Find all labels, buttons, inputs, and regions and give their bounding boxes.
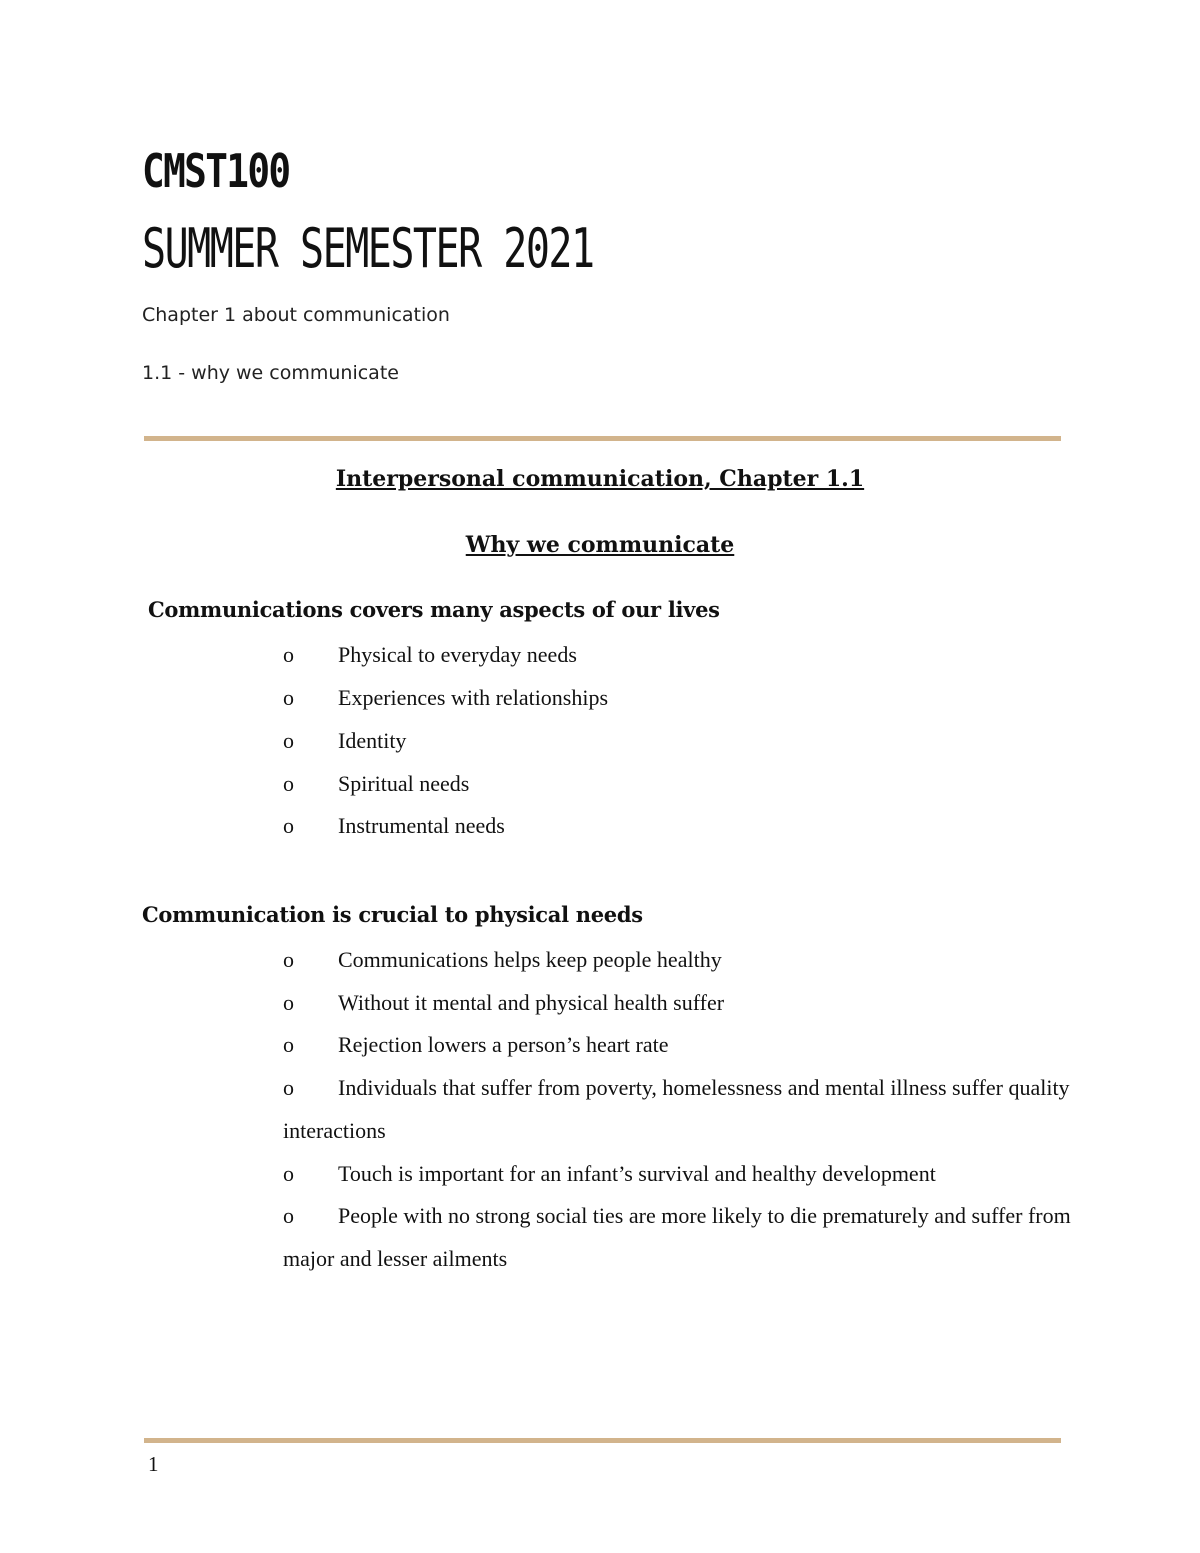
list-item — [283, 1066, 1073, 1152]
list-item-text: Experiences with relationships — [338, 685, 609, 710]
bullet-marker: o — [283, 1075, 294, 1100]
bullet-marker: o — [283, 1032, 294, 1057]
list-item — [283, 762, 1073, 805]
bullet-marker: o — [283, 642, 294, 667]
block-title-physical: Communication is crucial to physical needs — [142, 902, 643, 927]
document-subtitle: SUMMER SEMESTER 2021 — [142, 217, 594, 280]
block-title-aspects: Communications covers many aspects of our lives — [148, 597, 720, 622]
list-item-text: Communications helps keep people healthy — [338, 947, 722, 972]
chapter-line: Chapter 1 about communication — [142, 304, 450, 326]
list-item-text: Identity — [338, 728, 407, 753]
section-subheading: Why we communicate — [465, 532, 735, 558]
bullet-marker: o — [283, 947, 294, 972]
document-title: CMST100 — [142, 144, 290, 198]
bullet-marker: o — [283, 813, 294, 838]
section-line: 1.1 - why we communicate — [142, 362, 399, 384]
list-item-text: People with no strong social ties are more likely to die prematurely and suffer from major and lesser ailments — [283, 1203, 1071, 1271]
bullet-marker: o — [283, 1203, 294, 1228]
list-item — [283, 938, 1073, 981]
list-item — [283, 719, 1073, 762]
section-heading: Interpersonal communication, Chapter 1.1 — [335, 466, 865, 492]
bullet-marker: o — [283, 771, 294, 796]
bullet-marker: o — [283, 990, 294, 1015]
list-item — [283, 676, 1073, 719]
list-item-text: Spiritual needs — [338, 771, 470, 796]
top-divider — [144, 436, 1061, 441]
list-item — [283, 981, 1073, 1024]
list-item-text: Individuals that suffer from poverty, homelessness and mental illness suffer quality interactions — [283, 1075, 1070, 1143]
list-item-text: Touch is important for an infant’s survival and healthy development — [338, 1161, 936, 1186]
list-item-text: Instrumental needs — [338, 813, 505, 838]
list-item-text: Without it mental and physical health suffer — [338, 990, 725, 1015]
list-item — [283, 633, 1073, 676]
list-item — [283, 1152, 1073, 1195]
page-number: 1 — [148, 1452, 159, 1476]
bottom-divider — [144, 1438, 1061, 1443]
bullet-marker: o — [283, 685, 294, 710]
bullet-marker: o — [283, 728, 294, 753]
list-item — [283, 1023, 1073, 1066]
list-item-text: Physical to everyday needs — [338, 642, 577, 667]
list-item — [283, 804, 1073, 847]
list-item-text: Rejection lowers a person’s heart rate — [338, 1032, 669, 1057]
bullet-marker: o — [283, 1161, 294, 1186]
list-item — [283, 1194, 1073, 1280]
